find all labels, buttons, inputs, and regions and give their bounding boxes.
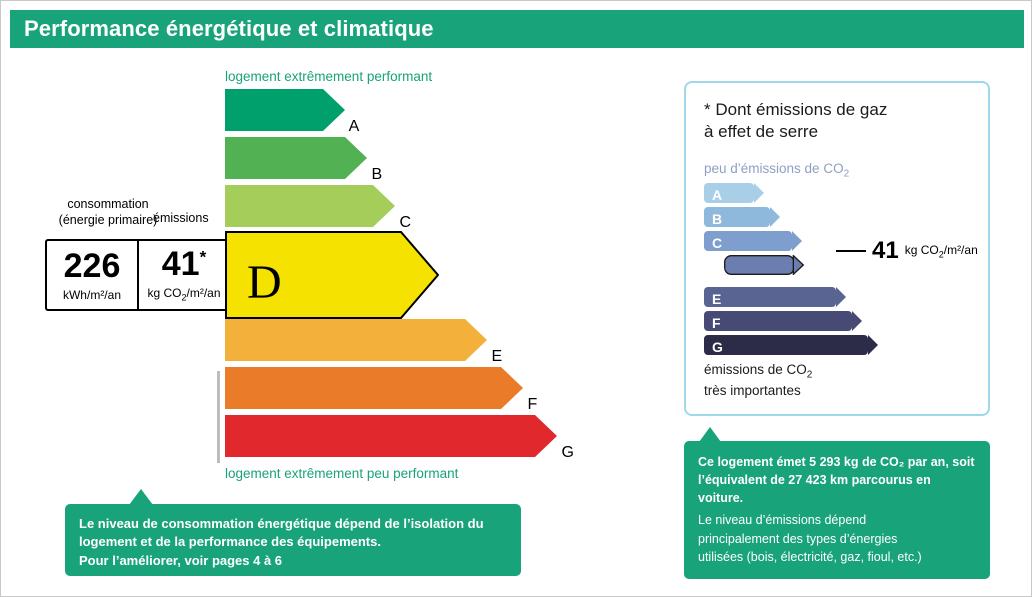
energy-class-letter-b: B xyxy=(371,166,383,183)
current-class-row xyxy=(1,197,661,323)
consumption-unit: kWh/m²/an xyxy=(62,287,121,302)
consumption-label-line2: (énergie primaire) xyxy=(58,212,158,227)
co2-class-letter-f: F xyxy=(712,315,721,331)
header-bar xyxy=(10,10,1024,48)
energy-class-letter-a: A xyxy=(348,118,360,135)
energy-bar-f xyxy=(225,367,523,409)
co2-class-row-a xyxy=(704,183,974,207)
co2-class-row-f xyxy=(704,311,974,335)
co2-scale-top-caption xyxy=(704,161,849,180)
co2-class-letter-b: B xyxy=(712,211,723,227)
callout-right-line2: an, soit l’équivalent de 27 423 km xyxy=(698,455,975,488)
energy-bar-b xyxy=(225,137,367,179)
callout-right-line1: Ce logement émet 5 293 kg de CO₂ par xyxy=(698,455,928,469)
callout-left-pointer xyxy=(129,489,153,505)
energy-scale-top-caption: logement extrêmement performant xyxy=(225,69,433,84)
co2-class-row-e xyxy=(704,287,974,311)
callout-left xyxy=(65,504,521,576)
page-title: Performance énergétique et climatique xyxy=(24,16,434,41)
energy-class-row-c xyxy=(225,185,655,231)
callout-left-line1: Le niveau de consommation énergétique dépend de l’isolation du xyxy=(79,516,484,531)
scale-guide-line xyxy=(217,371,220,463)
energy-class-row-e xyxy=(225,319,655,365)
energy-class-letter-e: E xyxy=(491,348,503,365)
value-box xyxy=(45,239,231,311)
energy-class-letter-f: F xyxy=(527,396,538,413)
co2-leader-line xyxy=(836,250,866,252)
energy-class-letter-g: G xyxy=(561,444,574,461)
co2-title-line1: Dont émissions de gaz xyxy=(715,100,888,119)
co2-unit-suffix: /m²/an xyxy=(943,242,978,257)
emissions-unit-sub: 2 xyxy=(181,292,187,303)
energy-class-row-f xyxy=(225,367,655,413)
callout-right-line6: utilisées (bois, électricité, gaz, fioul, etc.) xyxy=(698,549,922,564)
co2-scale-top-sub: 2 xyxy=(843,168,850,180)
energy-class-row-g xyxy=(225,415,655,461)
co2-class-letter-d: D xyxy=(712,260,725,281)
emissions-unit xyxy=(147,286,220,302)
co2-scale xyxy=(704,183,974,359)
co2-scale-bottom-line1: émissions de CO xyxy=(704,362,807,377)
energy-scale-bottom-caption: logement extrêmement peu performant xyxy=(225,466,459,481)
callout-left-line2: logement et de la performance des équipements. xyxy=(79,534,381,550)
energy-bar-e xyxy=(225,319,487,361)
energy-bar-a xyxy=(225,89,345,131)
emissions-number: 41 xyxy=(161,245,200,284)
co2-class-row-b xyxy=(704,207,974,231)
co2-class-letter-g: G xyxy=(712,339,723,355)
co2-asterisk: * xyxy=(704,100,711,119)
co2-scale-bottom-caption xyxy=(704,361,812,399)
co2-bar-e xyxy=(704,287,846,307)
callout-left-line3: Pour l’améliorer, voir pages 4 à 6 xyxy=(79,552,283,568)
co2-scale-bottom-sub: 2 xyxy=(806,369,813,381)
emissions-asterisk: * xyxy=(199,247,207,267)
co2-class-letter-c: C xyxy=(712,235,723,251)
emissions-value xyxy=(161,245,207,284)
callout-right-bold xyxy=(698,453,976,507)
consumption-value: 226 xyxy=(63,246,121,285)
co2-title xyxy=(704,99,974,143)
callout-right-pointer xyxy=(699,427,721,442)
co2-unit-prefix: kg CO xyxy=(904,242,939,257)
emissions-unit-prefix: kg CO xyxy=(147,286,182,301)
co2-unit-sub: 2 xyxy=(938,249,944,260)
co2-panel xyxy=(684,81,990,416)
emissions-cell xyxy=(137,241,229,309)
consumption-label-line1: consommation xyxy=(67,197,149,211)
emissions-label: émissions xyxy=(153,211,209,225)
energy-class-letter-c: C xyxy=(399,214,412,231)
co2-value-group xyxy=(836,237,978,265)
callout-right-line3: parcourus en voiture. xyxy=(698,473,931,506)
energy-bar-c xyxy=(225,185,395,227)
co2-bar-f xyxy=(704,311,862,331)
co2-title-line2: à effet de serre xyxy=(704,122,819,142)
co2-unit xyxy=(905,243,978,259)
consumption-cell xyxy=(47,241,137,309)
co2-class-letter-e: E xyxy=(712,291,722,307)
emissions-unit-suffix: /m²/an xyxy=(186,286,221,301)
callout-right-line4: Le niveau d’émissions dépend xyxy=(698,513,867,528)
co2-class-row-g xyxy=(704,335,974,359)
co2-class-letter-a: A xyxy=(712,187,723,203)
callout-right-line5: principalement des types d’énergies xyxy=(698,531,898,546)
co2-scale-top-text: peu d’émissions de CO xyxy=(704,161,844,176)
energy-class-letter-d: D xyxy=(247,256,282,309)
consumption-label xyxy=(53,197,163,228)
energy-class-row-a xyxy=(225,89,655,135)
callout-right xyxy=(684,441,990,579)
energy-class-row-b xyxy=(225,137,655,183)
co2-bar-g xyxy=(704,335,878,355)
co2-scale-bottom-line2: très importantes xyxy=(704,382,801,398)
energy-bar-g xyxy=(225,415,557,457)
co2-value: 41 xyxy=(872,237,899,264)
